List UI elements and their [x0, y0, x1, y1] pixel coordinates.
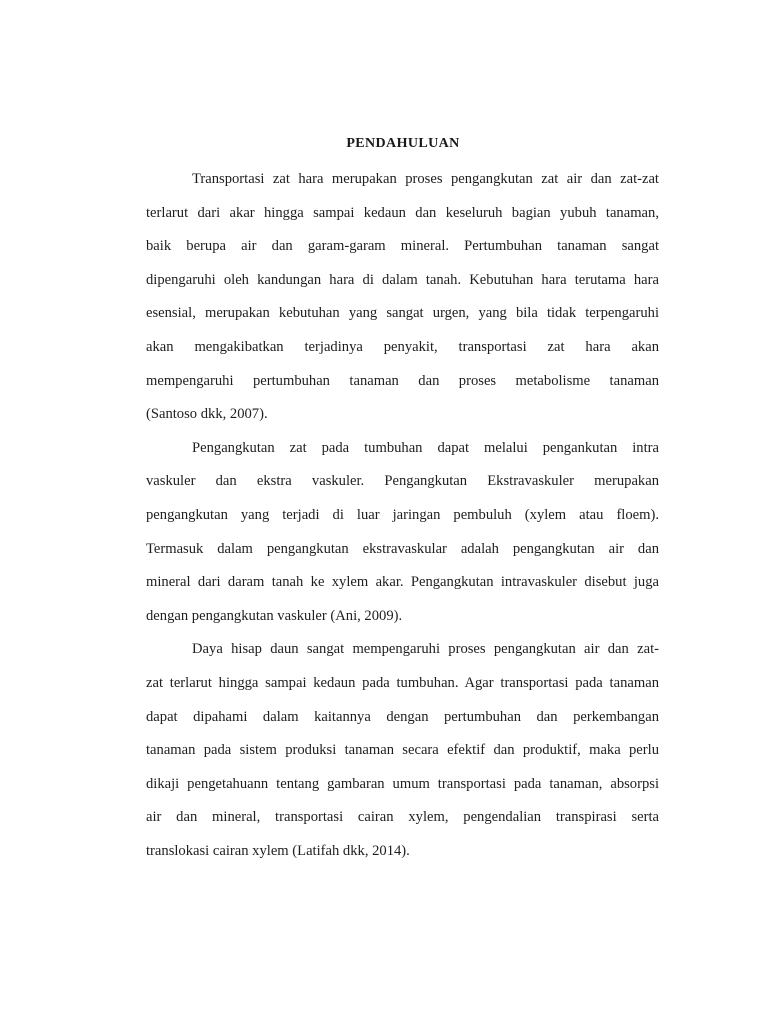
text-line: air dan mineral, transportasi cairan xylem, pengendalian transpirasi serta: [146, 809, 659, 826]
text-line: mineral dari daram tanah ke xylem akar. Pengangkutan intravaskuler disebut juga: [146, 574, 659, 591]
text-line: Termasuk dalam pengangkutan ekstravaskular adalah pengangkutan air dan: [146, 540, 659, 557]
text-line: (Santoso dkk, 2007).: [146, 406, 268, 423]
text-line: vaskuler dan ekstra vaskuler. Pengangkutan Ekstravaskuler merupakan: [146, 473, 659, 490]
text-line: dikaji pengetahuann tentang gambaran umum transportasi pada tanaman, absorpsi: [146, 775, 659, 792]
page-title: PENDAHULUAN: [346, 136, 460, 151]
text-line: Pengangkutan zat pada tumbuhan dapat melalui pengankutan intra: [192, 439, 659, 456]
paragraph-2: [146, 437, 659, 639]
text-line: baik berupa air dan garam-garam mineral. Pertumbuhan tanaman sangat: [146, 238, 659, 255]
text-line: terlarut dari akar hingga sampai kedaun dan keseluruh bagian yubuh tanaman,: [146, 204, 659, 221]
text-line: Daya hisap daun sangat mempengaruhi proses pengangkutan air dan zat-: [192, 641, 659, 658]
text-line: dapat dipahami dalam kaitannya dengan pertumbuhan dan perkembangan: [146, 708, 659, 725]
text-line: esensial, merupakan kebutuhan yang sangat urgen, yang bila tidak terpengaruhi: [146, 305, 659, 322]
text-line: tanaman pada sistem produksi tanaman secara efektif dan produktif, maka perlu: [146, 742, 659, 759]
text-line: Transportasi zat hara merupakan proses pengangkutan zat air dan zat-zat: [192, 171, 659, 187]
text-line: akan mengakibatkan terjadinya penyakit, transportasi zat hara akan: [146, 338, 659, 355]
paragraph-3: [146, 638, 659, 873]
text-line: dipengaruhi oleh kandungan hara di dalam tanah. Kebutuhan hara terutama hara: [146, 271, 659, 288]
paragraph-1: [146, 168, 659, 437]
text-line: pengangkutan yang terjadi di luar jaringan pembuluh (xylem atau floem).: [146, 506, 659, 523]
text-line: dengan pengangkutan vaskuler (Ani, 2009).: [146, 607, 403, 624]
text-line: translokasi cairan xylem (Latifah dkk, 2014).: [146, 842, 410, 859]
text-line: mempengaruhi pertumbuhan tanaman dan proses metabolisme tanaman: [146, 372, 659, 389]
text-line: zat terlarut hingga sampai kedaun pada tumbuhan. Agar transportasi pada tanaman: [146, 674, 659, 691]
document-body: [146, 168, 659, 873]
